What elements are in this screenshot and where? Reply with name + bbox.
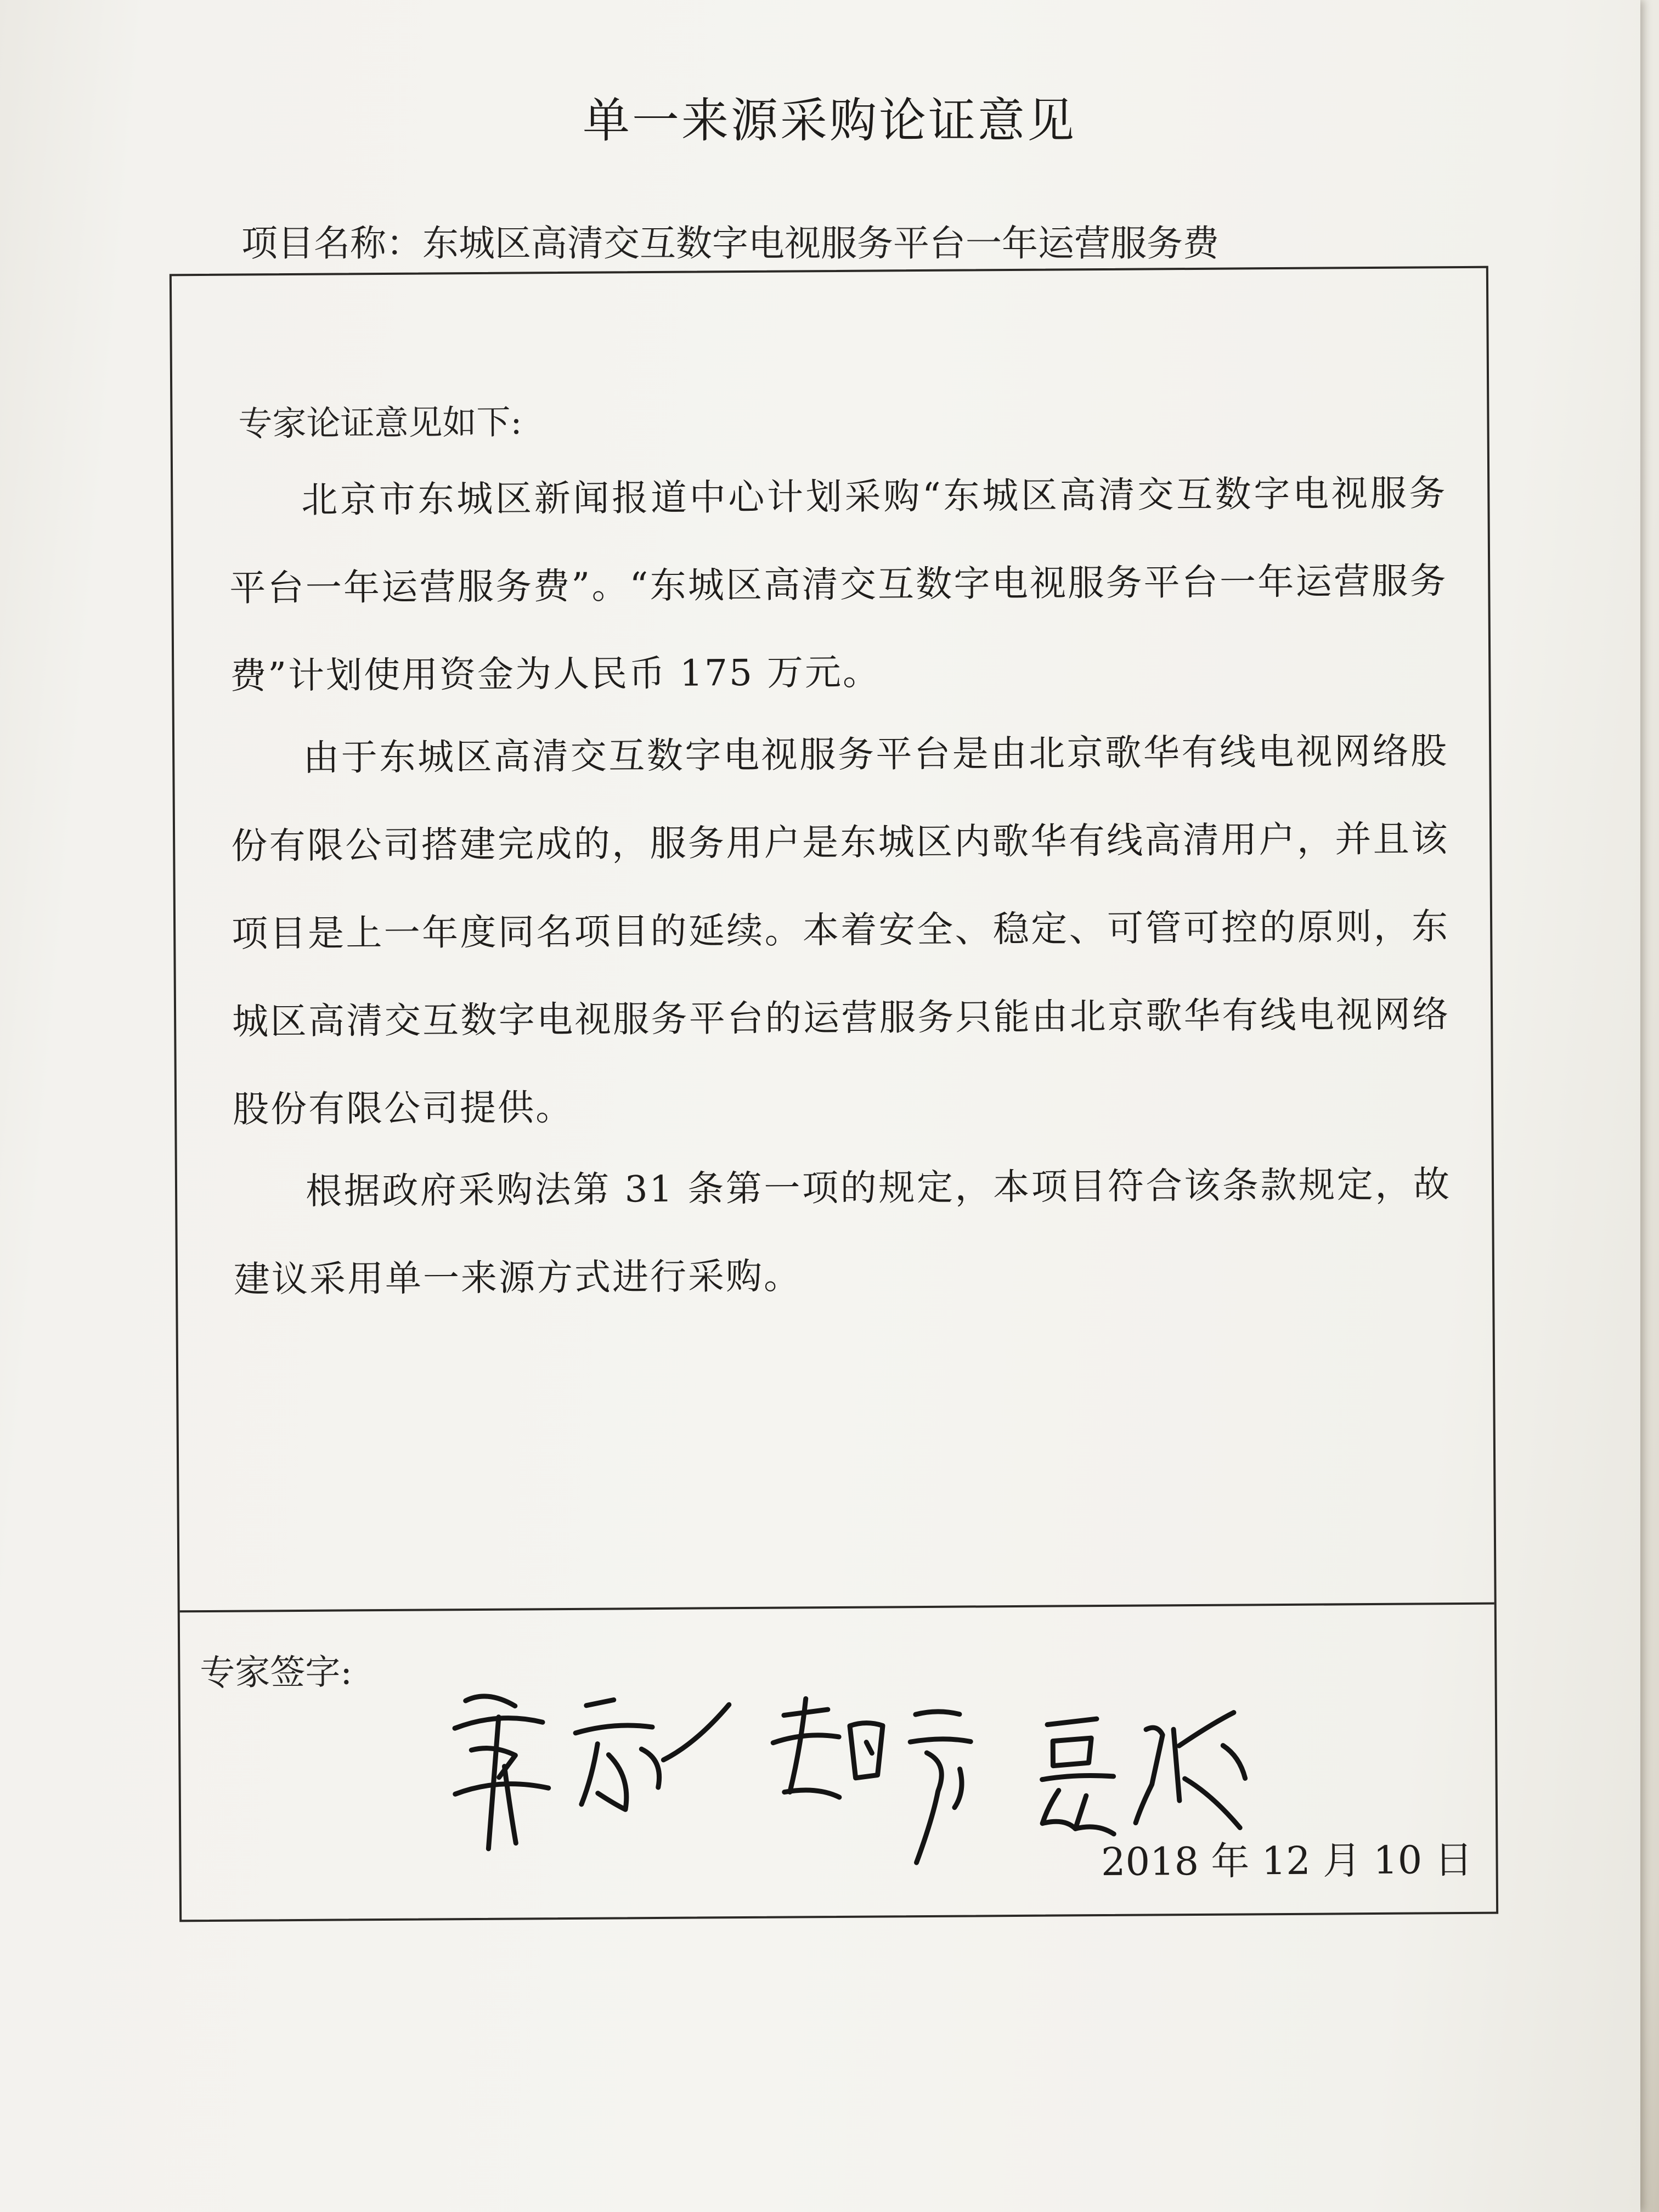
signature-3 xyxy=(773,1698,972,1864)
signature-date: 2018 年 12 月 10 日 xyxy=(1101,1837,1473,1885)
project-name-line: 项目名称：东城区高清交互数字电视服务平台一年运营服务费 xyxy=(241,222,1219,264)
opinion-paragraph-3: 根据政府采购法第 31 条第一项的规定，本项目符合该条款规定，故建议采用单一来源方式进行采购。 xyxy=(233,1163,1452,1301)
document-title: 单一来源采购论证意见 xyxy=(583,93,1076,148)
signature-1 xyxy=(455,1696,549,1849)
signature-2 xyxy=(575,1699,730,1810)
opinion-table-frame xyxy=(170,266,1498,1922)
opinion-paragraph-1: 北京市东城区新闻报道中心计划采购“东城区高清交互数字电视服务平台一年运营服务费”。“东城区高清交互数字电视服务平台一年运营服务费”计划使用资金为人民币 175 万元。 xyxy=(229,472,1448,697)
signature-label: 专家签字: xyxy=(200,1652,353,1694)
opinion-heading: 专家论证意见如下: xyxy=(238,402,522,444)
opinion-paragraph-2: 由于东城区高清交互数字电视服务平台是由北京歌华有线电视网络股份有限公司搭建完成的，服务用户是东城区内歌华有线高清用户，并且该项目是上一年度同名项目的延续。本着安全、稳定、可管可控的原则，东城区高清交互数字电视服务平台的运营服务只能由北京歌华有线电视网络股份有限公司提供。 xyxy=(230,730,1451,1131)
signature-divider xyxy=(180,1602,1494,1613)
signature-4 xyxy=(1042,1712,1245,1834)
